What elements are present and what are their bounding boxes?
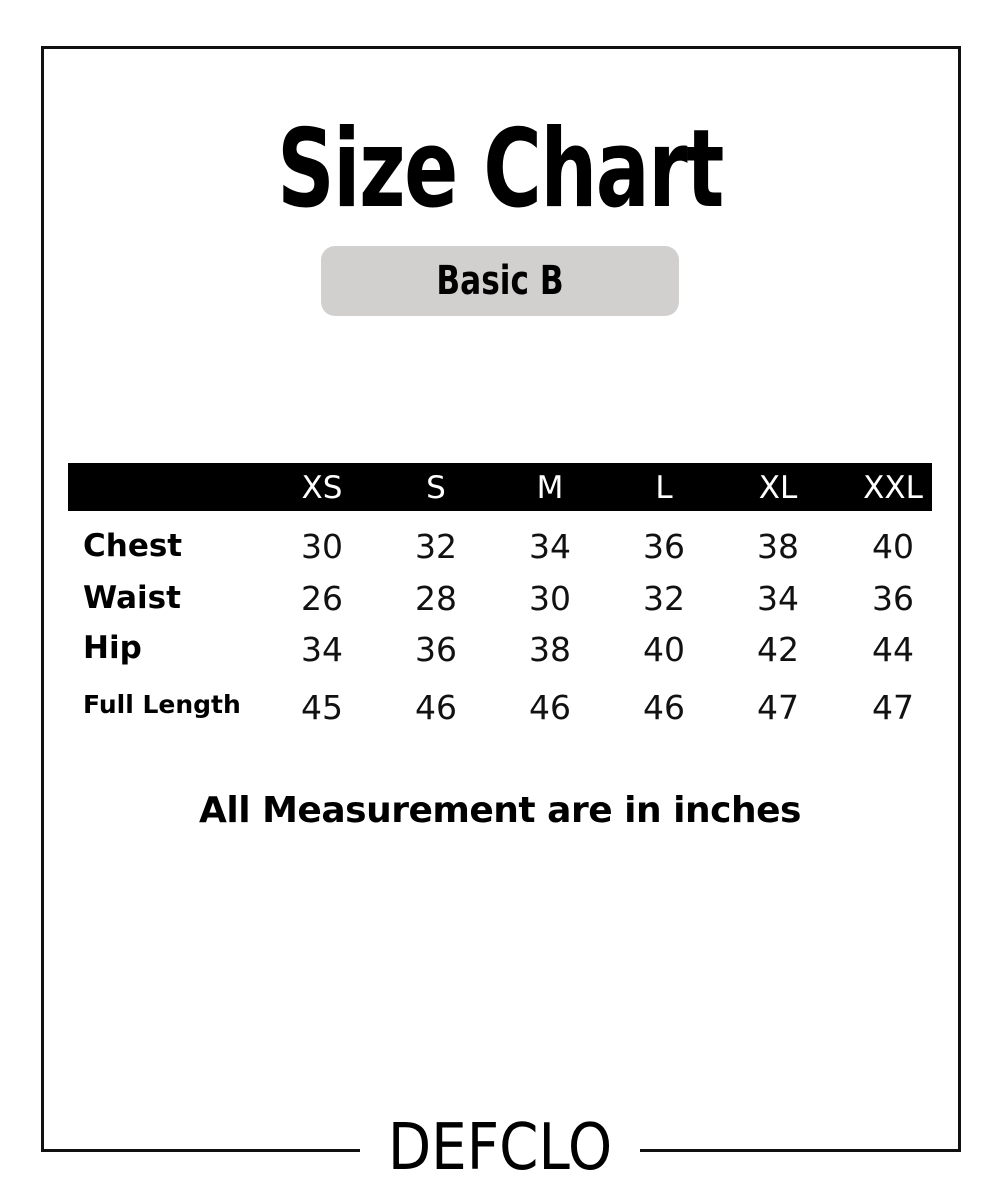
table-cell: 28 [415, 579, 457, 618]
table-cell: 47 [757, 688, 799, 727]
row-label-waist: Waist [83, 580, 181, 616]
table-cell: 38 [757, 527, 799, 566]
brand-logo-text: DEFCLO [387, 1111, 613, 1185]
table-cell: 34 [529, 527, 571, 566]
size-header-m: M [536, 470, 564, 506]
table-cell: 32 [415, 527, 457, 566]
row-label-hip: Hip [83, 630, 142, 666]
table-cell: 46 [415, 688, 457, 727]
brand-footer [360, 1108, 640, 1188]
table-cell: 36 [872, 579, 914, 618]
row-label-chest: Chest [83, 528, 183, 564]
table-cell: 30 [529, 579, 571, 618]
table-cell: 30 [301, 527, 343, 566]
row-label-full-length: Full Length [83, 690, 241, 719]
table-cell: 34 [301, 630, 343, 669]
table-cell: 36 [415, 630, 457, 669]
product-name-badge [321, 246, 679, 316]
table-cell: 46 [643, 688, 685, 727]
size-header-xl: XL [758, 470, 798, 506]
measurement-note: All Measurement are in inches [199, 790, 801, 831]
table-cell: 44 [872, 630, 914, 669]
table-cell: 40 [872, 527, 914, 566]
table-cell: 42 [757, 630, 799, 669]
product-name-label: Basic B [436, 258, 564, 304]
table-cell: 26 [301, 579, 343, 618]
table-cell: 46 [529, 688, 571, 727]
size-header-s: S [426, 470, 446, 506]
table-cell: 45 [301, 688, 343, 727]
table-cell: 40 [643, 630, 685, 669]
table-cell: 38 [529, 630, 571, 669]
table-cell: 34 [757, 579, 799, 618]
table-cell: 36 [643, 527, 685, 566]
table-cell: 32 [643, 579, 685, 618]
size-header-l: L [655, 470, 673, 506]
page-title: Size Chart [277, 107, 723, 232]
table-cell: 47 [872, 688, 914, 727]
size-header-xxl: XXL [863, 470, 923, 506]
size-header-xs: XS [301, 470, 343, 506]
